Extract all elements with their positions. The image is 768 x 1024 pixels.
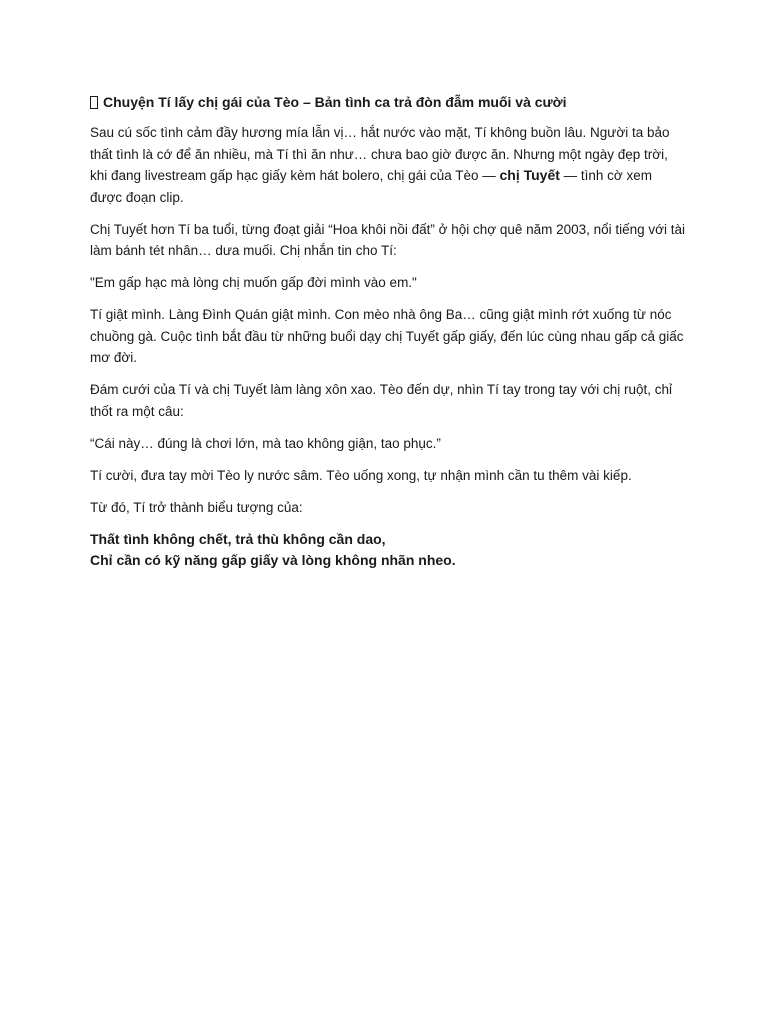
story-title: [90, 92, 686, 112]
closing-motto: [90, 529, 686, 571]
paragraph-symbol: Từ đó, Tí trở thành biểu tượng của:: [90, 499, 303, 515]
paragraph-quote-message: "Em gấp hạc mà lòng chị muốn gấp đời mình vào em.": [90, 275, 417, 290]
paragraph-wedding: Đám cưới của Tí và chị Tuyết làm làng xôn xao. Tèo đến dự, nhìn Tí tay trong tay với chị ruột, chỉ thốt ra một câu:: [90, 382, 673, 419]
paragraph-chi-tuyet: Chị Tuyết hơn Tí ba tuổi, từng đoạt giải “Hoa khôi nồi đất” ở hội chợ quê năm 2003, nổi tiếng với tài làm bánh tét nhân… dưa muối. Chị nhắn tin cho Tí:: [90, 221, 686, 258]
story-title-text: Chuyện Tí lấy chị gái của Tèo – Bản tình ca trả đòn đẫm muối và cười: [103, 94, 567, 110]
paragraph-intro-before: Sau cú sốc tình cảm đầy hương mía lẫn vị… hắt nước vào mặt, Tí không buồn lâu. Người ta bảo thất tình là cớ để ăn nhiều, mà Tí thì ăn như… chưa bao giờ được ăn. Nhưng một ngày đẹp trời, khi đang livestream gấp hạc giấy kèm hát bolero, chị gái của Tèo —: [90, 125, 670, 183]
paragraph-intro: [90, 122, 686, 208]
paragraph-toast: Tí cười, đưa tay mời Tèo ly nước sâm. Tèo uống xong, tự nhận mình cần tu thêm vài kiếp.: [90, 467, 632, 483]
paragraph-quote-teo: “Cái này… đúng là chơi lớn, mà tao không giận, tao phục.”: [90, 435, 441, 451]
paragraph-intro-after: — tình cờ xem được đoạn clip.: [90, 168, 653, 205]
closing-line-2: Chỉ cần có kỹ năng gấp giấy và lòng không nhãn nheo.: [90, 551, 456, 568]
paragraph-surprise: Tí giật mình. Làng Đình Quán giật mình. Con mèo nhà ông Ba… cũng giật mình rớt xuống từ nóc chuồng gà. Cuộc tình bắt đầu từ những buổi dạy chị Tuyết gấp giấy, đến lúc cùng nhau gấp cả giấc mơ đời.: [90, 307, 684, 365]
closing-line-1: Thất tình không chết, trả thù không cần dao,: [90, 530, 386, 547]
missing-glyph-icon: [90, 96, 98, 109]
document-page: [90, 92, 686, 571]
name-chi-tuyet: chị Tuyết: [499, 167, 560, 183]
